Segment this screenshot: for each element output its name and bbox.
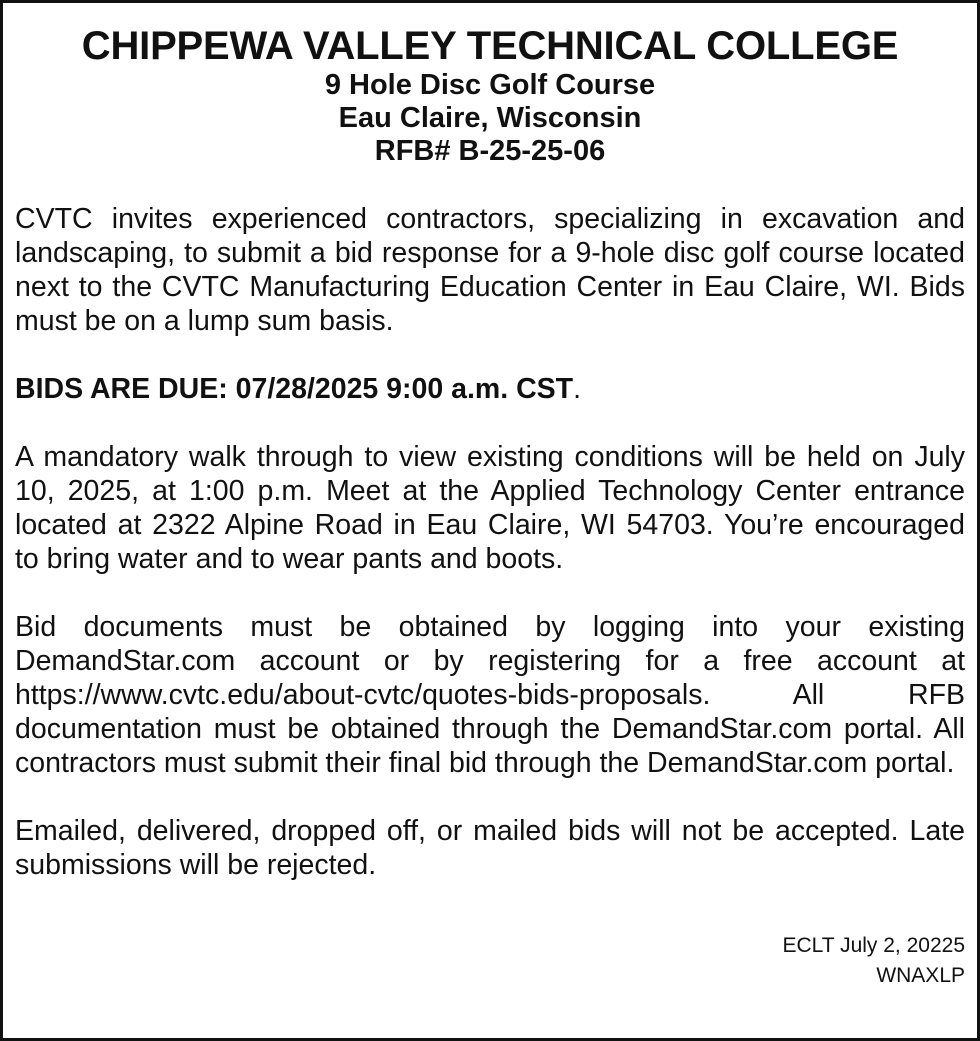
college-name: CHIPPEWA VALLEY TECHNICAL COLLEGE (81, 24, 899, 68)
publication-date: ECLT July 2, 20225 (782, 934, 965, 957)
publication-code: WNAXLP (876, 964, 965, 987)
project-title: 9 Hole Disc Golf Course (324, 69, 656, 101)
rfb-number: RFB# B-25-25-06 (374, 135, 606, 167)
project-location: Eau Claire, Wisconsin (338, 102, 642, 134)
rejection-paragraph: Emailed, delivered, dropped off, or mailed bids will not be accepted. Late submissions will be rejected. (15, 815, 965, 881)
publication-footer (783, 931, 966, 991)
intro-paragraph: CVTC invites experienced contractors, specializing in excavation and landscaping, to submit a bid response for a 9-hole disc golf course located next to the CVTC Manufacturing Education Center in Eau Claire, WI. Bids must be on a lump sum basis. (15, 203, 965, 337)
documents-paragraph: Bid documents must be obtained by logging into your existing DemandStar.com account or by registering for a free account at https://www.cvtc.edu/about-cvtc/quotes-bids-proposals. All RFB documentation must be obtained through the DemandStar.com portal. All contractors must submit their final bid through the DemandStar.com portal. (15, 611, 965, 779)
walkthrough-paragraph: A mandatory walk through to view existing conditions will be held on July 10, 2025, at 1:00 p.m. Meet at the Applied Technology Center entrance located at 2322 Alpine Road in Eau Claire, WI 54703. You’re encouraged to bring water and to wear pants and boots. (15, 441, 965, 575)
bids-due-line (15, 372, 965, 406)
bids-due-label: BIDS ARE DUE: 07/28/2025 9:00 a.m. CST (15, 373, 574, 405)
bids-due-suffix: . (573, 373, 582, 405)
notice-header (15, 23, 965, 168)
